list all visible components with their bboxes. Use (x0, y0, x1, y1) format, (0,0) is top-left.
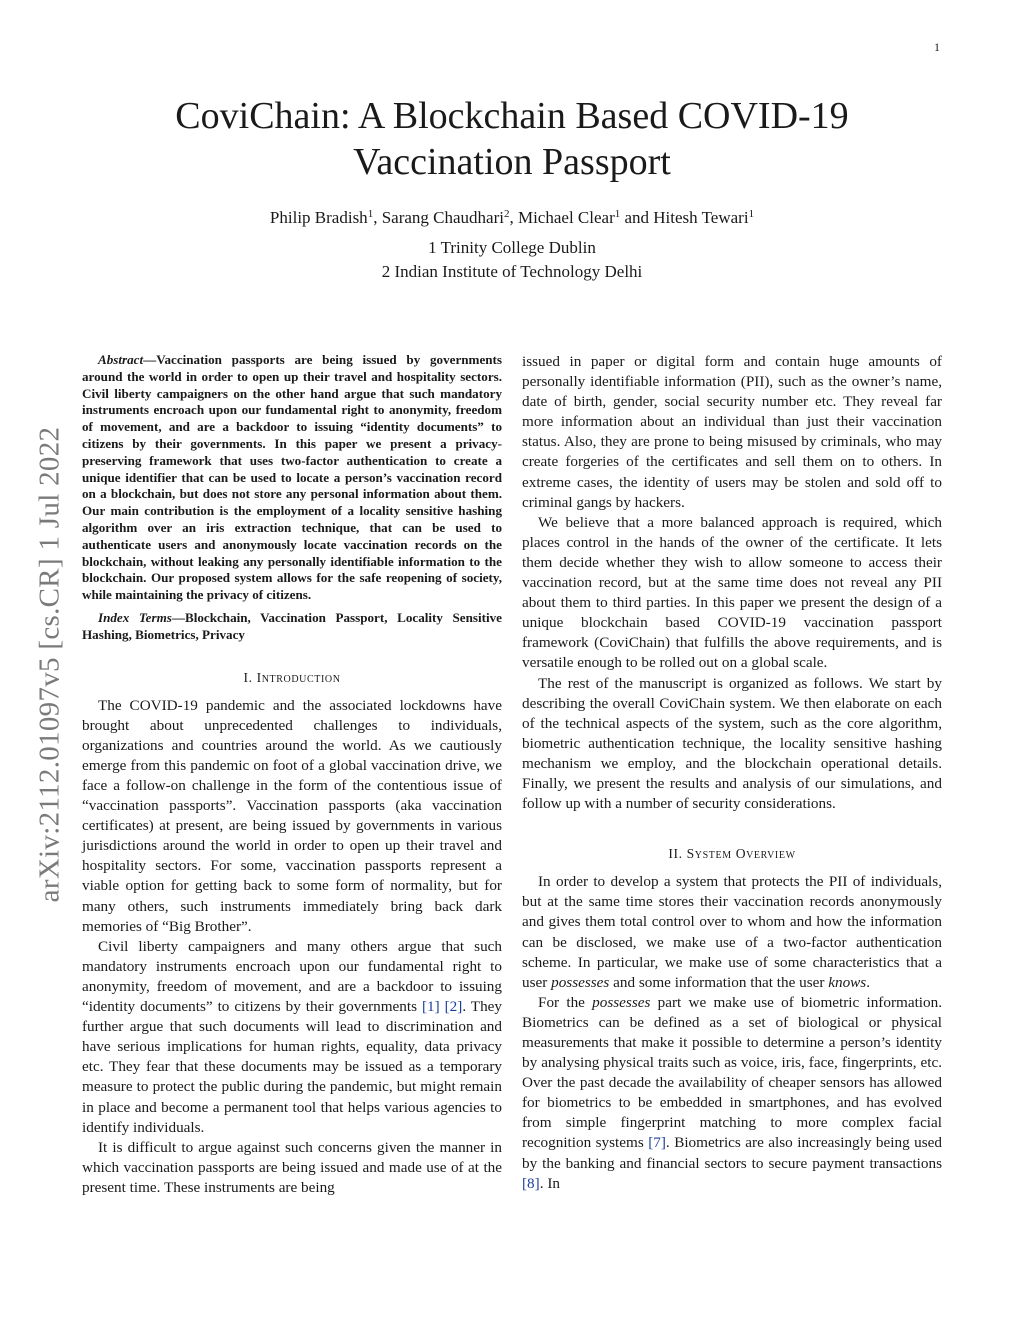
citation-link[interactable]: [8] (522, 1174, 540, 1192)
author-affiliation-mark: 1 (614, 208, 621, 220)
paragraph: The COVID-19 pandemic and the associated lockdowns have brought about unprecedented challenges to individuals, organizations and countries around the world. As we cautiously emerge from this pandemic on foot of a global vaccination drive, we face a follow-on challenge in the form of the contentious issue of “vaccination passports”. Vaccination passports (aka vaccination certificates) at present, are being issued by governments in various jurisdictions around the world in order to open up their travel and hospitality sectors. For some, vaccination passports represent a viable option for getting back to some form of normality, but for many others, such instruments immediately bring back dark memories of “Big Brother”. (82, 696, 502, 935)
abstract-text: —Vaccination passports are being issued by governments around the world in order to open up their travel and hospitality sectors. Civil liberty campaigners on the other hand argue that such mandatory instruments encroach upon our fundamental right to anonymity, freedom of movement, and are a backdoor to issuing “identity documents” to citizens by their governments. In this paper we present a privacy-preserving framework that uses two-factor authentication to create a unique identifier that can be used to locate a person’s vaccination record on a blockchain, but does not store any personal information about them. Our main contribution is the employment of a locality sensitive hashing algorithm over an iris extraction technique, that can be used to authenticate users and anonymously locate vaccination records on the blockchain, without leaking any personally identifiable information to the blockchain. Our proposed system allows for the safe reopening of society, while maintaining the privacy of citizens. (82, 352, 502, 603)
author-affiliation-mark: 1 (367, 208, 374, 220)
paragraph-text: Civil liberty campaigners and many others argue that such mandatory instruments encroach upon our fundamental right to anonymity, freedom of movement, and are a backdoor to issuing “identity documents” to citizens by their governments (82, 937, 502, 1016)
section-heading-introduction: I. Introduction (243, 669, 341, 685)
author-name: Philip Bradish (269, 208, 368, 227)
author-affiliation-mark: 2 (503, 208, 510, 220)
paper-title (112, 93, 912, 185)
citation-link[interactable]: [2] (444, 998, 463, 1016)
paragraph-text: In order to develop a system that protects the PII of individuals, but at the same time stores their vaccination records anonymously and gives them total control over to whom and how the information can be disclosed, we make use of a two-factor authentication scheme. In particular, we make use of some characteristics that a user (522, 873, 942, 991)
paragraph (82, 937, 502, 1138)
title-line-2: Vaccination Passport (353, 141, 671, 183)
paragraph-text: . In (539, 1174, 560, 1192)
index-terms-label: Index Terms (98, 609, 172, 625)
section-heading-system-overview: II. System Overview (668, 846, 796, 862)
right-column (522, 352, 942, 1194)
title-line-1: CoviChain: A Blockchain Based COVID-19 (175, 95, 849, 137)
paragraph-text: For the (538, 993, 593, 1011)
paragraph: issued in paper or digital form and contain huge amounts of personally identifiable information (PII), such as the owner’s name, date of birth, gender, social security number etc. They reveal far more information about an individual than just their vaccination status. Also, they are prone to being misused by criminals, who may create forgeries of the certificates and sell them on to others. In extreme cases, the identity of users may be stolen and sold off to criminal gangs by hackers. (522, 353, 942, 511)
left-column (82, 352, 502, 1198)
author-separator: , (373, 208, 382, 227)
paragraph: We believe that a more balanced approach is required, which places control in the hands of the owner of the certificate. It lets them decide whether they wish to allow someone to access their vaccination record, but at the same time does not reveal any PII about them to third parties. In this paper we present the design of a unique blockchain based COVID-19 vaccination passport framework (CoviChain) that fulfills the above requirements, and is versatile enough to be rolled out on a global scale. (522, 513, 942, 672)
paragraph: The rest of the manuscript is organized as follows. We start by describing the overall CoviChain system. We then elaborate on each of the technical aspects of the system, such as the core algorithm, biometric authentication technique, the locality sensitive hashing mechanism we employ, and the blockchain operational details. Finally, we present the results and analysis of our simulations, and follow up with a number of security considerations. (522, 674, 942, 813)
emphasis: knows (828, 973, 867, 991)
citation-link[interactable]: [7] (648, 1134, 666, 1152)
abstract (82, 352, 502, 604)
paragraph-text: part we make use of biometric information. Biometrics can be defined as a set of biological or physical measurements that make it possible to determine a person’s identity by analysing physical traits such as voice, iris, face, fingerprints, etc. Over the past decade the availability of cheaper sensors has allowed for biometrics to be embedded in smartphones, and has evolved from simple fingerprint matching to more complex facial recognition systems (522, 993, 942, 1152)
author-name: Sarang Chaudhari (381, 208, 504, 227)
paragraph (522, 993, 942, 1194)
author-name: Hitesh Tewari (653, 208, 749, 227)
author-list (112, 207, 912, 229)
author-name: Michael Clear (517, 208, 615, 227)
abstract-label: Abstract (98, 352, 144, 367)
author-affiliation-mark: 1 (748, 208, 755, 220)
paragraph (522, 872, 942, 993)
author-separator: and (620, 208, 654, 227)
index-terms-text: —Blockchain, Vaccination Passport, Locality Sensitive Hashing, Biometrics, Privacy (82, 609, 502, 642)
citation-link[interactable]: [1] (421, 998, 440, 1016)
paragraph: It is difficult to argue against such concerns given the manner in which vaccination passports are being issued and made use of at the present time. These instruments are being (82, 1138, 502, 1196)
paragraph-text: . (866, 973, 871, 991)
author-separator: , (509, 208, 518, 227)
arxiv-identifier[interactable]: arXiv:2112.01097v5 [cs.CR] 1 Jul 2022 (33, 426, 66, 903)
affiliation-1: 1 Trinity College Dublin (428, 238, 596, 257)
page-number: 1 (934, 40, 940, 54)
emphasis: possesses (551, 973, 610, 991)
paragraph-text: and some information that the user (609, 973, 829, 991)
affiliation-2: 2 Indian Institute of Technology Delhi (381, 262, 643, 281)
index-terms (82, 610, 502, 644)
emphasis: possesses (592, 993, 651, 1011)
paragraph-text: . They further argue that such documents will lead to discrimination and have serious implications for human rights, equality, data privacy etc. They fear that these documents may be issued as a temporary measure to protect the public during the pandemic, but might remain in place and become a permanent tool that helps various agencies to identify individuals. (82, 998, 503, 1136)
paragraph-text: . Biometrics are also increasingly being used by the banking and financial sectors to secure payment transactions (522, 1134, 942, 1172)
